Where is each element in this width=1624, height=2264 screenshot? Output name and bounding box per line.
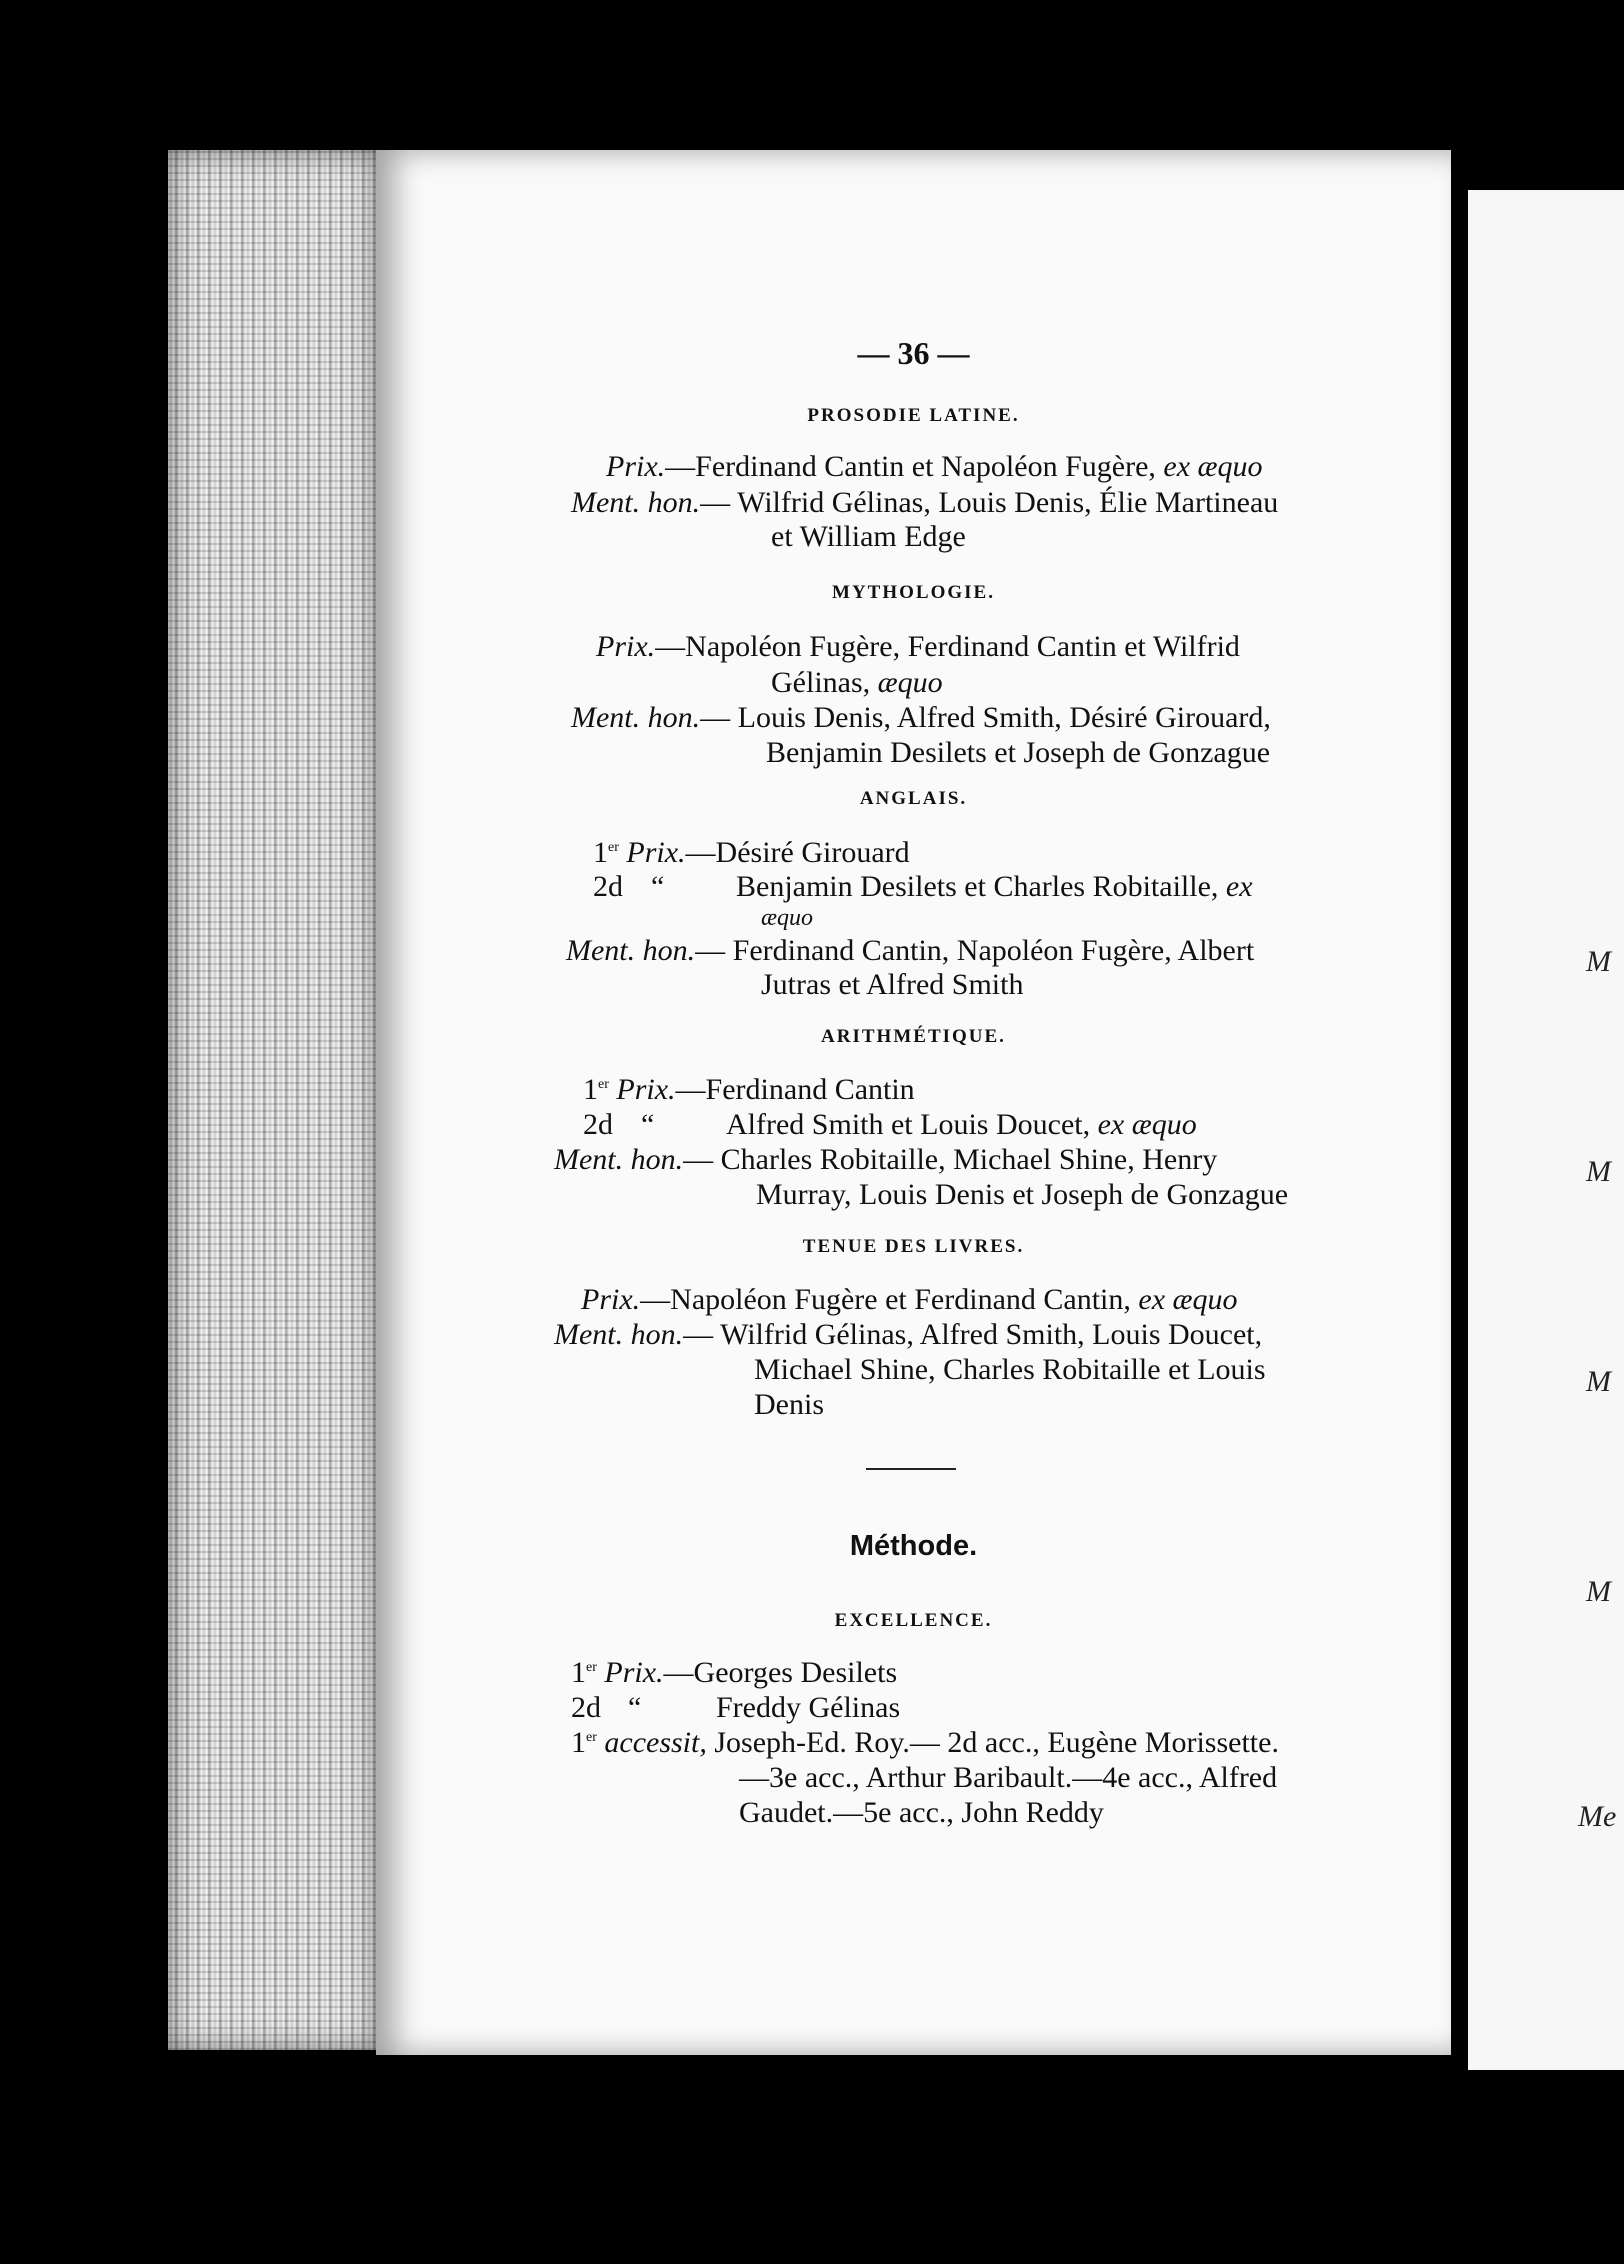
award-line: Prix.—Napoléon Fugère, Ferdinand Cantin et Wilfrid — [596, 630, 1240, 663]
section-heading-mythologie: MYTHOLOGIE. — [832, 582, 995, 603]
section-heading-prosodie: PROSODIE LATINE. — [807, 405, 1020, 426]
facing-page-fragment: Me — [1578, 1800, 1617, 1833]
ditto-mark: “ — [641, 1108, 655, 1141]
award-line: Ment. hon.— Charles Robitaille, Michael Shine, Henry — [554, 1143, 1218, 1176]
section-title-methode: Méthode. — [849, 1530, 978, 1562]
award-line: Benjamin Desilets et Joseph de Gonzague — [766, 736, 1271, 769]
award-line: 2d — [583, 1108, 613, 1141]
award-line: Michael Shine, Charles Robitaille et Louis — [754, 1353, 1266, 1386]
section-divider — [866, 1468, 956, 1470]
award-line: Prix.—Napoléon Fugère et Ferdinand Cantin, ex æquo — [581, 1283, 1238, 1316]
award-line: et William Edge — [771, 520, 966, 553]
award-line: Freddy Gélinas — [716, 1691, 901, 1724]
award-line: —3e acc., Arthur Baribault.—4e acc., Alfred — [739, 1761, 1278, 1794]
award-line: Jutras et Alfred Smith — [761, 968, 1024, 1001]
document-page — [376, 150, 1451, 2055]
section-heading-tenue-des-livres: TENUE DES LIVRES. — [802, 1236, 1025, 1257]
award-line: Prix.—Ferdinand Cantin et Napoléon Fugère, ex æquo — [606, 450, 1263, 483]
award-line: Ment. hon.— Ferdinand Cantin, Napoléon Fugère, Albert — [566, 934, 1255, 967]
award-line: Ment. hon.— Wilfrid Gélinas, Alfred Smith, Louis Doucet, — [554, 1318, 1263, 1351]
ditto-mark: “ — [651, 870, 665, 903]
section-heading-excellence: EXCELLENCE. — [834, 1610, 993, 1631]
award-line: 1er Prix.—Ferdinand Cantin — [583, 1073, 915, 1106]
book-page-edges — [168, 150, 378, 2050]
facing-page — [1468, 190, 1624, 2070]
award-line: 1er Prix.—Désiré Girouard — [593, 836, 910, 869]
facing-page-fragment: M — [1586, 1575, 1611, 1608]
award-line: 1er Prix.—Georges Desilets — [571, 1656, 898, 1689]
award-line: Gélinas, æquo — [771, 666, 943, 699]
award-line: æquo — [761, 905, 814, 931]
award-line: Ment. hon.— Wilfrid Gélinas, Louis Denis, Élie Martineau — [571, 486, 1279, 519]
award-line: Alfred Smith et Louis Doucet, ex æquo — [726, 1108, 1197, 1141]
facing-page-fragment: M — [1586, 1365, 1611, 1398]
ditto-mark: “ — [628, 1691, 642, 1724]
award-line: 1er accessit, Joseph-Ed. Roy.— 2d acc., Eugène Morissette. — [571, 1726, 1279, 1759]
page-number: — 36 — — [857, 335, 970, 371]
facing-page-fragment: M — [1586, 1155, 1611, 1188]
award-line: Denis — [754, 1388, 824, 1421]
award-line: Murray, Louis Denis et Joseph de Gonzague — [756, 1178, 1289, 1211]
section-heading-anglais: ANGLAIS. — [859, 788, 968, 809]
award-line: 2d — [571, 1691, 601, 1724]
facing-page-fragment: M — [1586, 945, 1611, 978]
award-line: 2d — [593, 870, 623, 903]
section-heading-arithmetique: ARITHMÉTIQUE. — [821, 1026, 1006, 1047]
award-line: Benjamin Desilets et Charles Robitaille, ex — [736, 870, 1253, 903]
award-line: Gaudet.—5e acc., John Reddy — [739, 1796, 1104, 1829]
award-line: Ment. hon.— Louis Denis, Alfred Smith, Désiré Girouard, — [571, 701, 1271, 734]
